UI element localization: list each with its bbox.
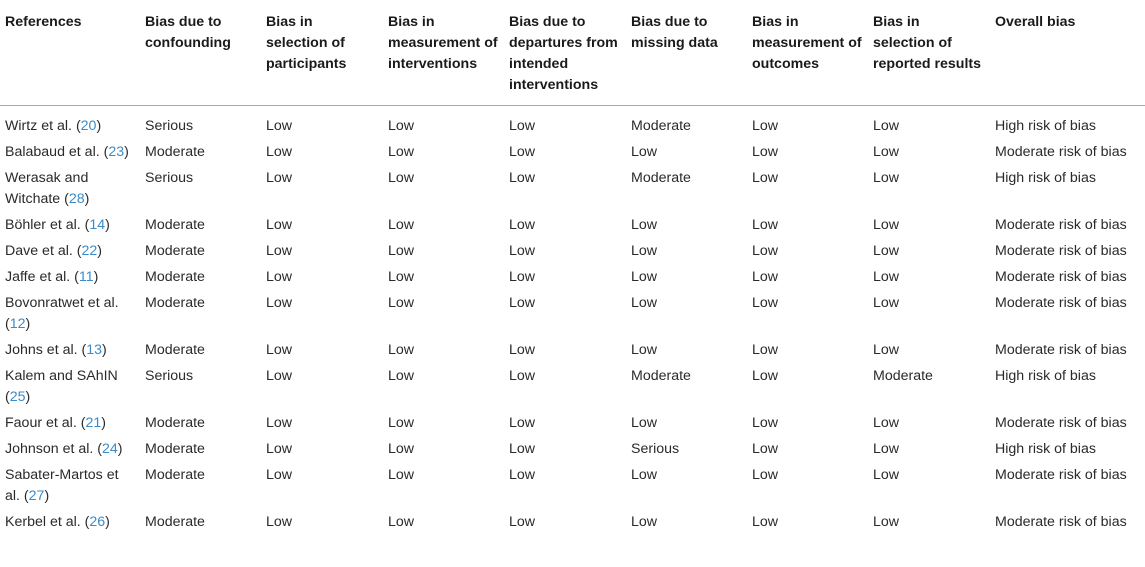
- cell-confounding: Moderate: [145, 342, 205, 358]
- cell-departures-interventions: Low: [509, 269, 536, 285]
- cell-selection-participants: Low: [266, 118, 293, 134]
- reference-author: Kerbel et al. (: [5, 514, 90, 530]
- cell-departures-interventions: Low: [509, 415, 536, 431]
- cell-overall-bias: Moderate risk of bias: [995, 342, 1127, 358]
- table-row: [0, 338, 1145, 364]
- cell-measurement-outcomes: Low: [752, 368, 779, 384]
- reference-close-paren: ): [105, 217, 110, 233]
- cell-missing-data: Low: [631, 415, 658, 431]
- cell-confounding: Moderate: [145, 144, 205, 160]
- header-row: [0, 0, 1145, 106]
- cell-measurement-interventions: Low: [388, 118, 415, 134]
- cell-measurement-outcomes: Low: [752, 441, 779, 457]
- table-row: [0, 239, 1145, 265]
- cell-selection-results: Low: [873, 243, 900, 259]
- cell-measurement-outcomes: Low: [752, 269, 779, 285]
- cell-departures-interventions: Low: [509, 342, 536, 358]
- cell-missing-data: Low: [631, 295, 658, 311]
- cell-confounding: Moderate: [145, 269, 205, 285]
- cell-measurement-outcomes: Low: [752, 217, 779, 233]
- cell-departures-interventions: Low: [509, 118, 536, 134]
- cell-selection-participants: Low: [266, 269, 293, 285]
- table-row: [0, 291, 1145, 338]
- table-row: [0, 106, 1145, 140]
- cell-measurement-interventions: Low: [388, 217, 415, 233]
- cell-departures-interventions: Low: [509, 217, 536, 233]
- reference-citation-link[interactable]: 11: [78, 269, 94, 285]
- header-selection-results: Bias in selection of reported results: [868, 0, 990, 106]
- cell-measurement-outcomes: Low: [752, 144, 779, 160]
- cell-departures-interventions: Low: [509, 514, 536, 530]
- cell-reference: [0, 106, 140, 140]
- reference-citation-link[interactable]: 22: [81, 243, 98, 259]
- cell-reference: [0, 437, 140, 463]
- cell-missing-data: Low: [631, 144, 658, 160]
- cell-confounding: Moderate: [145, 514, 205, 530]
- cell-selection-results: Low: [873, 295, 900, 311]
- cell-selection-results: Low: [873, 441, 900, 457]
- reference-close-paren: ): [117, 441, 123, 457]
- cell-measurement-outcomes: Low: [752, 243, 779, 259]
- reference-author: Jaffe et al. (: [5, 269, 79, 285]
- reference-close-paren: ): [105, 514, 110, 530]
- header-measurement-interventions: Bias in measurement of interventions: [383, 0, 504, 106]
- cell-confounding: Serious: [145, 368, 194, 384]
- cell-confounding: Moderate: [145, 243, 205, 259]
- header-missing-data: Bias due to missing data: [626, 0, 747, 106]
- cell-overall-bias: Moderate risk of bias: [995, 243, 1127, 259]
- reference-close-paren: ): [101, 415, 106, 431]
- cell-selection-results: Low: [873, 144, 900, 160]
- reference-citation-link[interactable]: 20: [80, 118, 97, 134]
- cell-missing-data: Serious: [631, 441, 680, 457]
- reference-author: Bovonratwet et al. (: [5, 295, 119, 332]
- table-row: [0, 213, 1145, 239]
- reference-close-paren: ): [96, 118, 102, 134]
- cell-departures-interventions: Low: [509, 467, 536, 483]
- reference-close-paren: ): [44, 488, 50, 504]
- cell-confounding: Serious: [145, 170, 194, 186]
- cell-measurement-interventions: Low: [388, 269, 415, 285]
- cell-missing-data: Low: [631, 467, 658, 483]
- reference-citation-link[interactable]: 21: [85, 415, 102, 431]
- cell-measurement-interventions: Low: [388, 170, 415, 186]
- cell-departures-interventions: Low: [509, 295, 536, 311]
- table-row: [0, 437, 1145, 463]
- cell-overall-bias: High risk of bias: [995, 441, 1096, 457]
- cell-departures-interventions: Low: [509, 441, 536, 457]
- header-overall-bias: Overall bias: [990, 0, 1145, 106]
- table-row: [0, 140, 1145, 166]
- cell-departures-interventions: Low: [509, 144, 536, 160]
- table-row: [0, 463, 1145, 510]
- cell-measurement-interventions: Low: [388, 295, 415, 311]
- cell-measurement-outcomes: Low: [752, 170, 779, 186]
- header-selection-participants: Bias in selection of participants: [261, 0, 383, 106]
- reference-author: Dave et al. (: [5, 243, 82, 259]
- cell-departures-interventions: Low: [509, 368, 536, 384]
- table-row: [0, 265, 1145, 291]
- cell-overall-bias: High risk of bias: [995, 118, 1096, 134]
- cell-missing-data: Low: [631, 514, 658, 530]
- cell-missing-data: Moderate: [631, 170, 691, 186]
- cell-reference: [0, 140, 140, 166]
- reference-close-paren: ): [84, 191, 90, 207]
- cell-measurement-outcomes: Low: [752, 295, 779, 311]
- cell-measurement-outcomes: Low: [752, 415, 779, 431]
- cell-missing-data: Low: [631, 243, 658, 259]
- cell-reference: [0, 166, 140, 213]
- cell-overall-bias: Moderate risk of bias: [995, 217, 1127, 233]
- reference-close-paren: ): [102, 342, 107, 358]
- reference-author: Balabaud et al. (: [5, 144, 109, 160]
- header-departures-interventions: Bias due to departures from intended interventions: [504, 0, 626, 106]
- reference-close-paren: ): [97, 243, 103, 259]
- cell-selection-participants: Low: [266, 415, 293, 431]
- cell-confounding: Moderate: [145, 467, 205, 483]
- cell-reference: [0, 411, 140, 437]
- cell-selection-results: Low: [873, 342, 900, 358]
- reference-citation-link[interactable]: 14: [89, 217, 106, 233]
- cell-missing-data: Low: [631, 342, 658, 358]
- reference-author: Böhler et al. (: [5, 217, 90, 233]
- cell-selection-results: Low: [873, 170, 900, 186]
- cell-selection-results: Low: [873, 415, 900, 431]
- header-references: References: [0, 0, 140, 106]
- cell-missing-data: Moderate: [631, 118, 691, 134]
- cell-measurement-outcomes: Low: [752, 342, 779, 358]
- cell-selection-participants: Low: [266, 368, 293, 384]
- cell-confounding: Moderate: [145, 295, 205, 311]
- cell-measurement-interventions: Low: [388, 415, 415, 431]
- reference-citation-link[interactable]: 12: [9, 316, 26, 332]
- cell-reference: [0, 265, 140, 291]
- reference-author: Kalem and SAhIN (: [5, 368, 118, 405]
- cell-measurement-interventions: Low: [388, 144, 415, 160]
- reference-citation-link[interactable]: 24: [102, 441, 118, 457]
- reference-author: Wirtz et al. (: [5, 118, 81, 134]
- cell-departures-interventions: Low: [509, 243, 536, 259]
- cell-reference: [0, 364, 140, 411]
- cell-missing-data: Low: [631, 269, 658, 285]
- reference-close-paren: ): [93, 269, 99, 285]
- reference-close-paren: ): [124, 144, 129, 160]
- cell-selection-results: Low: [873, 269, 900, 285]
- cell-selection-participants: Low: [266, 342, 293, 358]
- table-row: [0, 411, 1145, 437]
- cell-measurement-interventions: Low: [388, 243, 415, 259]
- reference-citation-link[interactable]: 26: [89, 514, 106, 530]
- reference-citation-link[interactable]: 25: [9, 389, 26, 405]
- cell-selection-participants: Low: [266, 243, 293, 259]
- reference-author: Sabater-Martos et al. (: [5, 467, 119, 504]
- header-measurement-outcomes: Bias in measurement of outcomes: [747, 0, 868, 106]
- cell-overall-bias: Moderate risk of bias: [995, 415, 1127, 431]
- reference-author: Johnson et al. (: [5, 441, 103, 457]
- table-row: [0, 166, 1145, 213]
- reference-citation-link[interactable]: 28: [68, 191, 85, 207]
- cell-selection-results: Moderate: [873, 368, 933, 384]
- cell-confounding: Serious: [145, 118, 194, 134]
- reference-citation-link[interactable]: 23: [108, 144, 125, 160]
- cell-measurement-interventions: Low: [388, 467, 415, 483]
- cell-confounding: Moderate: [145, 217, 205, 233]
- reference-citation-link[interactable]: 13: [86, 342, 103, 358]
- cell-reference: [0, 291, 140, 338]
- cell-selection-results: Low: [873, 514, 900, 530]
- cell-missing-data: Low: [631, 217, 658, 233]
- cell-measurement-outcomes: Low: [752, 118, 779, 134]
- cell-selection-results: Low: [873, 217, 900, 233]
- reference-author: Faour et al. (: [5, 415, 86, 431]
- cell-reference: [0, 510, 140, 536]
- cell-overall-bias: Moderate risk of bias: [995, 514, 1127, 530]
- cell-reference: [0, 338, 140, 364]
- reference-author: Johns et al. (: [5, 342, 87, 358]
- cell-selection-participants: Low: [266, 217, 293, 233]
- cell-confounding: Moderate: [145, 415, 205, 431]
- cell-overall-bias: High risk of bias: [995, 368, 1096, 384]
- cell-measurement-interventions: Low: [388, 441, 415, 457]
- cell-measurement-interventions: Low: [388, 368, 415, 384]
- header-confounding: Bias due to confounding: [140, 0, 261, 106]
- cell-reference: [0, 239, 140, 265]
- cell-overall-bias: Moderate risk of bias: [995, 467, 1127, 483]
- cell-measurement-outcomes: Low: [752, 514, 779, 530]
- cell-selection-participants: Low: [266, 467, 293, 483]
- table-row: [0, 364, 1145, 411]
- cell-selection-participants: Low: [266, 170, 293, 186]
- reference-close-paren: ): [25, 389, 31, 405]
- cell-missing-data: Moderate: [631, 368, 691, 384]
- cell-selection-results: Low: [873, 467, 900, 483]
- cell-departures-interventions: Low: [509, 170, 536, 186]
- cell-reference: [0, 463, 140, 510]
- cell-selection-participants: Low: [266, 441, 293, 457]
- reference-citation-link[interactable]: 27: [28, 488, 45, 504]
- cell-selection-results: Low: [873, 118, 900, 134]
- cell-measurement-interventions: Low: [388, 342, 415, 358]
- cell-overall-bias: Moderate risk of bias: [995, 144, 1127, 160]
- cell-measurement-outcomes: Low: [752, 467, 779, 483]
- cell-overall-bias: Moderate risk of bias: [995, 269, 1127, 285]
- reference-author: Werasak and Witchate (: [5, 170, 89, 207]
- cell-reference: [0, 213, 140, 239]
- cell-measurement-interventions: Low: [388, 514, 415, 530]
- reference-close-paren: ): [25, 316, 31, 332]
- cell-selection-participants: Low: [266, 514, 293, 530]
- cell-selection-participants: Low: [266, 295, 293, 311]
- cell-confounding: Moderate: [145, 441, 205, 457]
- table-row: [0, 510, 1145, 536]
- cell-overall-bias: Moderate risk of bias: [995, 295, 1127, 311]
- cell-selection-participants: Low: [266, 144, 293, 160]
- cell-overall-bias: High risk of bias: [995, 170, 1096, 186]
